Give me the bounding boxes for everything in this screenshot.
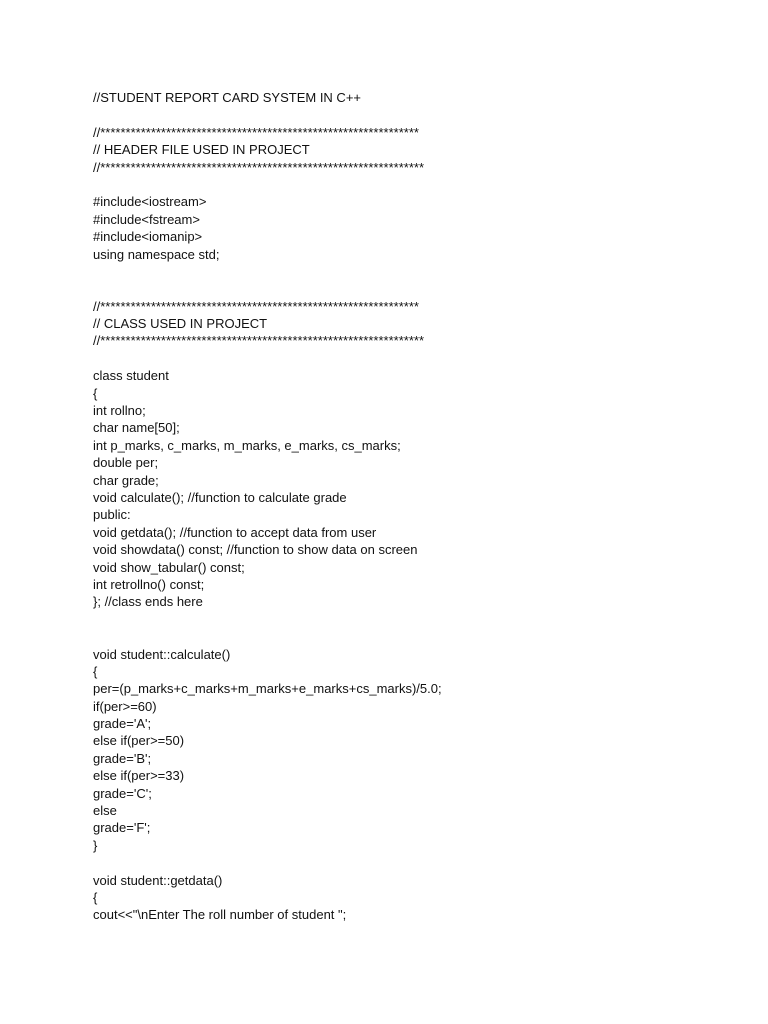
code-line: void showdata() const; //function to show data on screen [93,542,418,558]
code-line: } [93,837,98,853]
blank-line [93,263,733,280]
code-line: { [93,385,98,401]
blank-line [93,106,733,123]
code-line: }; //class ends here [93,594,203,610]
code-line: public: [93,507,131,523]
code-line: if(per>=60) [93,698,157,714]
code-line: // CLASS USED IN PROJECT [93,316,268,332]
code-line: void student::getdata() [93,872,223,888]
code-line: //**************************************************************** [93,333,425,349]
code-line: grade='A'; [93,716,152,732]
code-line: char name[50]; [93,420,180,436]
code-line: #include<fstream> [93,211,200,227]
code-line: else [93,803,117,819]
code-line: per=(p_marks+c_marks+m_marks+e_marks+cs_marks)/5.0; [93,681,442,697]
code-line: //*************************************************************** [93,124,419,140]
code-line: grade='F'; [93,820,151,836]
blank-line [93,176,733,193]
code-line: double per; [93,455,159,471]
code-listing [93,89,733,924]
code-line: else if(per>=33) [93,768,185,784]
code-line: else if(per>=50) [93,733,185,749]
blank-line [93,611,733,628]
code-line: int rollno; [93,403,146,419]
code-line: //STUDENT REPORT CARD SYSTEM IN C++ [93,90,361,105]
blank-line [93,280,733,297]
code-line: void calculate(); //function to calculate grade [93,489,347,505]
code-line: char grade; [93,472,159,488]
code-line: int retrollno() const; [93,576,205,592]
blank-line [93,628,733,645]
code-line: void student::calculate() [93,646,231,662]
code-line: //*************************************************************** [93,298,419,314]
code-line: int p_marks, c_marks, m_marks, e_marks, cs_marks; [93,437,401,453]
code-line: using namespace std; [93,246,220,262]
code-line: cout<<"\nEnter The roll number of student "; [93,907,347,923]
code-line: void show_tabular() const; [93,559,245,575]
code-line: grade='B'; [93,750,152,766]
code-line: class student [93,368,169,384]
blank-line [93,350,733,367]
code-line: void getdata(); //function to accept data from user [93,524,377,540]
code-line: grade='C'; [93,785,152,801]
code-line: { [93,889,98,905]
code-line: #include<iostream> [93,194,207,210]
code-line: { [93,663,98,679]
code-line: #include<iomanip> [93,229,203,245]
blank-line [93,854,733,871]
code-line: // HEADER FILE USED IN PROJECT [93,142,310,158]
code-line: //**************************************************************** [93,159,425,175]
